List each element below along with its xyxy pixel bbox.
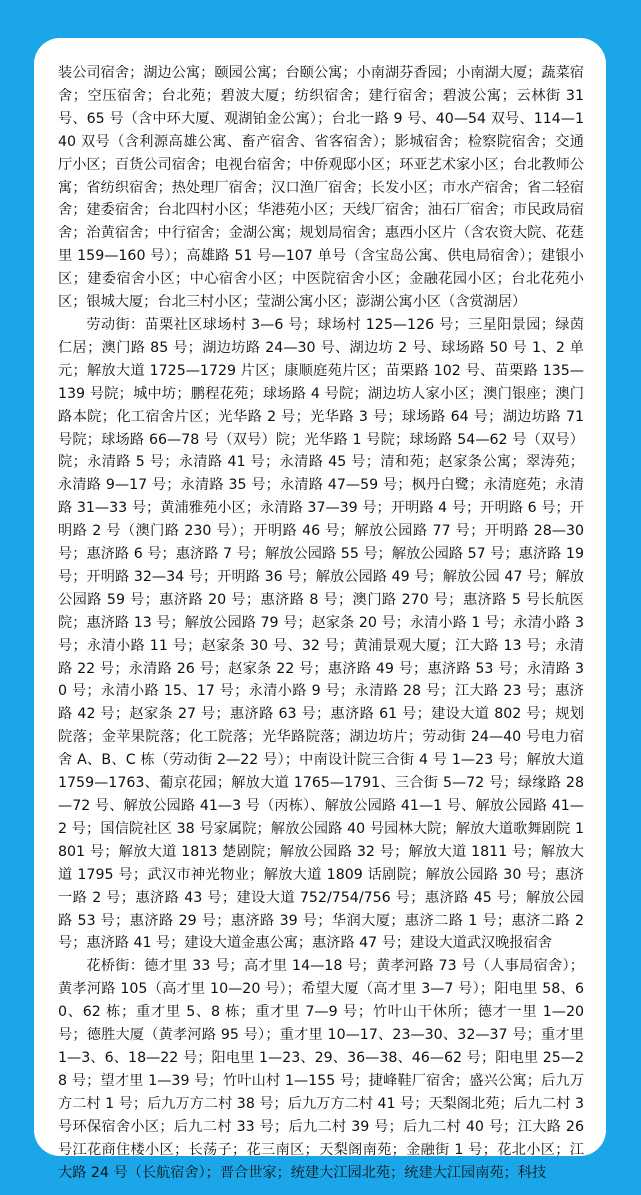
- paragraph-laodong-street: 劳动街：苗栗社区球场村 3—6 号；球场村 125—126 号；三星阳景园；绿茵仁居；澳门路 85 号；湖边坊路 24—30 号、湖边坊 2 号、球场路 50 号 1、2 单元；解放大道 1725—1729 片区；康顺庭苑片区；苗栗路 102 号、苗栗路 135—139 号院；城中坊；鹏程花苑；球场路 4 号院；湖边坊人家小区；澳门银座；澳门路本院；化工宿舍片区；光华路 2 号；光华路 3 号；球场路 64 号；湖边坊路 71 号院；球场路 66—78 号（双号）院；光华路 1 号院；球场路 54—62 号（双号）院；永清路 5 号；永清路 41 号；永清路 45 号；清和苑；赵家条公寓；翠涛苑；永清路 9—17 号；永清路 35 号；永清路 47—59 号；枫丹白鹭；永清庭苑；永清路 31—33 号；黄浦雅苑小区；永清路 37—39 号；开明路 4 号；开明路 6 号；开明路 2 号（澳门路 230 号）；开明路 46 号；解放公园路 77 号；开明路 28—30 号；惠济路 6 号；惠济路 7 号；解放公园路 55 号；解放公园路 57 号；惠济路 19 号；开明路 32—34 号；开明路 36 号；解放公园路 49 号；解放公园 47 号；解放公园路 59 号；惠济路 20 号；惠济路 8 号；澳门路 270 号；惠济路 5 号长航医院；惠济路 13 号；解放公园路 79 号；赵家条 20 号；永清小路 1 号；永清小路 3 号；永清小路 11 号；赵家条 30 号、32 号；黄浦景观大厦；江大路 13 号；永清路 22 号；永清路 26 号；赵家条 22 号；惠济路 49 号；惠济路 53 号；永清路 30 号；永清小路 15、17 号；永清小路 9 号；永清路 28 号；江大路 23 号；惠济路 42 号；赵家条 27 号；惠济路 63 号；惠济路 61 号；建设大道 802 号；规划院落；金苹果院落；化工院落；光华路院落；湖边坊片；劳动街 24—40 号电力宿舍 A、B、C 栋（劳动街 2—22 号）；中南设计院三合街 4 号 1—23 号；解放大道 1759—1763、葡京花园；解放大道 1765—1791、三合街 5—72 号；绿缘路 28—72 号、解放公园路 41—3 号（丙栋）、解放公园路 41—1 号、解放公园路 41—2 号；国信院社区 38 号家属院；解放公园路 40 号园林大院；解放大道歌舞剧院 1801 号；解放大道 1813 楚剧院；解放公园路 32 号；解放大道 1811 号；解放大道 1795 号；武汉市神光物业；解放大道 1809 话剧院；解放公园路 30 号；惠济一路 2 号；惠济路 43 号；建设大道 752/754/756 号；惠济路 45 号；解放公园路 53 号；惠济路 29 号；惠济路 39 号；华润大厦；惠济二路 1 号；惠济二路 2 号；惠济路 41 号；建设大道金惠公寓；惠济路 47 号；建设大道武汉晚报宿舍: [58, 316, 584, 952]
- paragraph-continued: 装公司宿舍；湖边公寓；颐园公寓；台颐公寓；小南湖芬香园；小南湖大厦；蔬菜宿舍；空压宿舍；台北苑；碧波大厦；纺织宿舍；建行宿舍；碧波公寓；云林街 31 号、65 号（含中环大厦、观湖铂金公寓）；台北一路 9 号、40—54 双号、114—140 双号（含利源高雄公寓、畜产宿舍、省客宿舍）；影城宿舍；检察院宿舍；交通厅小区；百货公司宿舍；电视台宿舍；中侨观邸小区；环亚艺术家小区；台北教师公寓；省纺织宿舍；热处理厂宿舍；汉口渔厂宿舍；长发小区；市水产宿舍；省二轻宿舍；建委宿舍；台北四村小区；华港苑小区；天线厂宿舍；油石厂宿舍；市民政局宿舍；治黄宿舍；中行宿舍；金湖公寓；规划局宿舍；惠西小区片（含农资大院、花莛里 159—160 号）；高雄路 51 号—107 单号（含宝岛公寓、供电局宿舍）；建银小区；建委宿舍小区；中心宿舍小区；中医院宿舍小区；金融花园小区；台北花苑小区；银城大厦；台北三村小区；莹湖公寓小区；澎湖公寓小区（含赏湖居）: [58, 65, 584, 311]
- article-body: [58, 62, 584, 1181]
- document-card: [34, 38, 606, 1181]
- paragraph-huaqiao-street: 花桥街：德才里 33 号；高才里 14—18 号；黄孝河路 73 号（人事局宿舍）；黄孝河路 105（高才里 10—20 号）；希望大厦（高才里 3—7 号）；阳电里 58、60、62 栋；重才里 5、8 栋；重才里 7—9 号；竹叶山干休所；德才一里 1—20 号；德胜大厦（黄孝河路 95 号）；重才里 10—17、23—30、32—37 号；重才里 1—3、6、18—22 号；阳电里 1—23、29、36—38、46—62 号；阳电里 25—28 号；望才里 1—39 号；竹叶山村 1—155 号；捷峰鞋厂宿舍；盛兴公寓；后九万方二村 1 号；后九万方二村 38 号；后九万方二村 41 号；天梨阁北苑；后九二村 3 号环保宿舍小区；后九二村 33 号；后九二村 39 号；后九二村 40 号；江大路 26 号江花商住楼小区；长荡子；花三南区；天梨阁南苑；金融街 1 号；花北小区；江大路 24 号（长航宿舍）；晋合世家；统建大江园北苑；统建大江园南苑；科技: [58, 958, 584, 1181]
